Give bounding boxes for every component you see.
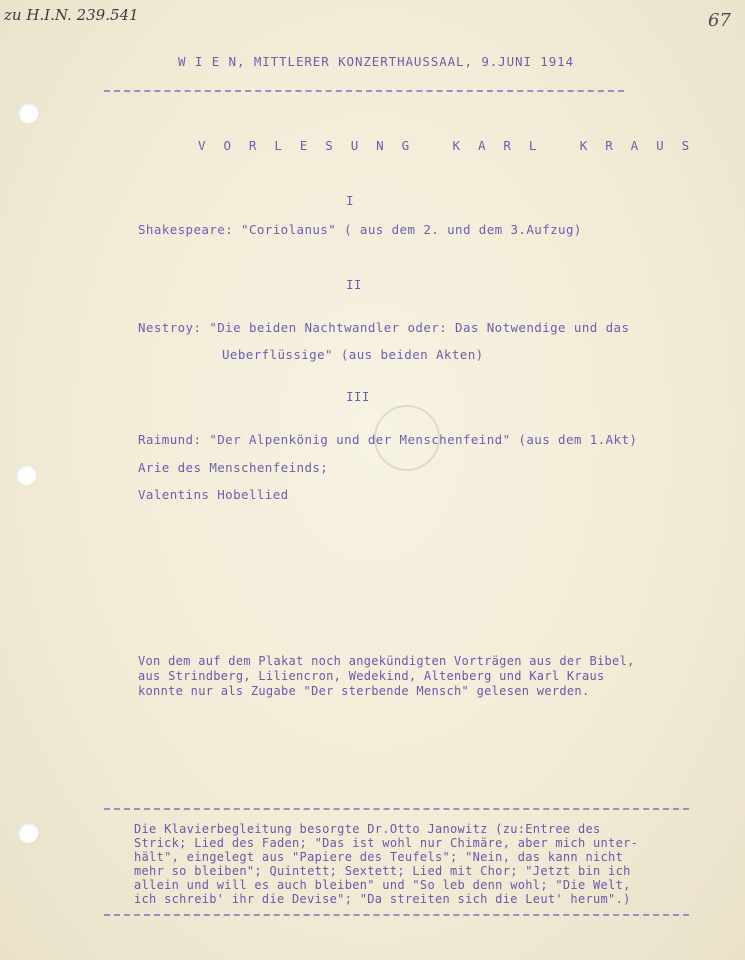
section-numeral-3: III	[346, 389, 370, 404]
section-2-line-1: Nestroy: "Die beiden Nachtwandler oder: Das Notwendige und das	[138, 320, 630, 335]
footnote-line-3: hält", eingelegt aus "Papiere des Teufels"; "Nein, das kann nicht	[134, 850, 624, 864]
punch-hole-top	[18, 103, 38, 123]
footnote-line-5: allein und will es auch bleiben" und "So leb denn wohl; "Die Welt,	[134, 878, 631, 892]
page-title: V O R L E S U N G K A R L K R A U S	[198, 138, 695, 153]
footnote-line-2: Strick; Lied des Faden; "Das ist wohl nur Chimäre, aber mich unter-	[134, 836, 639, 850]
section-numeral-1: I	[346, 193, 354, 208]
section-3-line-2: Arie des Menschenfeinds;	[138, 460, 329, 475]
punch-hole-middle	[16, 465, 36, 485]
header-line: W I E N, MITTLERER KONZERTHAUSSAAL, 9.JUNI 1914	[178, 54, 575, 69]
footnote-line-4: mehr so bleiben"; Quintett; Sextett; Lied mit Chor; "Jetzt bin ich	[134, 864, 631, 878]
footnote-line-6: ich schreib' ihr die Devise"; "Da streiten sich die Leut' herum".)	[134, 892, 631, 906]
section-2-line-2: Ueberflüssige" (aus beiden Akten)	[222, 347, 484, 362]
footnote-line-1: Die Klavierbegleitung besorgte Dr.Otto Janowitz (zu:Entree des	[134, 822, 601, 836]
page-number: 67	[708, 10, 731, 31]
remark-line-2: aus Strindberg, Liliencron, Wedekind, Altenberg und Karl Kraus	[138, 669, 605, 683]
section-1-line-1: Shakespeare: "Coriolanus" ( aus dem 2. und dem 3.Aufzug)	[138, 222, 582, 237]
footnote-rule-bottom	[104, 914, 689, 916]
remark-line-1: Von dem auf dem Plakat noch angekündigten Vorträgen aus der Bibel,	[138, 654, 635, 668]
section-3-line-3: Valentins Hobellied	[138, 487, 289, 502]
header-rule	[104, 90, 624, 92]
archive-mark: zu H.I.N. 239.541	[4, 6, 139, 24]
footnote-rule-top	[104, 808, 689, 810]
section-numeral-2: II	[346, 277, 362, 292]
section-3-line-1: Raimund: "Der Alpenkönig und der Menschenfeind" (aus dem 1.Akt)	[138, 432, 638, 447]
remark-line-3: konnte nur als Zugabe "Der sterbende Mensch" gelesen werden.	[138, 684, 590, 698]
punch-hole-bottom	[18, 823, 38, 843]
